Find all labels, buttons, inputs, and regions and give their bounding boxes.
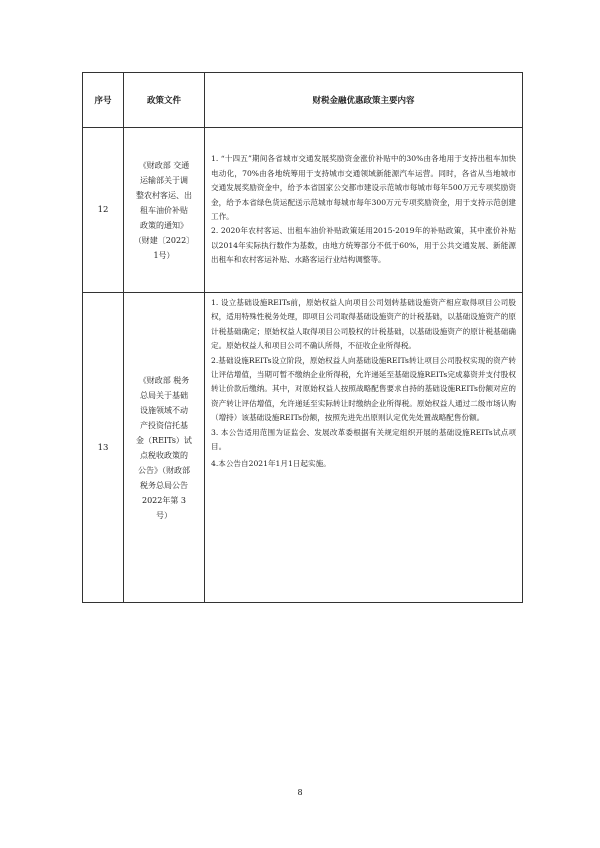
doc-line: 点税收政策的	[140, 450, 188, 460]
content-paragraph: 3. 本公告适用范围为证监会、发展改革委根据有关规定组织开展的基础设施REITs试点项目。	[211, 427, 516, 452]
doc-line: 政策的通知》	[140, 220, 188, 230]
policy-document-cell	[124, 128, 205, 293]
doc-line: 《财政部 税务	[138, 375, 190, 385]
table-row	[83, 128, 523, 293]
doc-line: 2022年第 3	[142, 495, 186, 505]
policy-document-cell	[124, 293, 205, 603]
doc-line: 税务总局公告	[140, 480, 188, 490]
doc-line: 产投资信托基	[140, 420, 188, 430]
content-paragraph: 2.基础设施REITs设立阶段，原始权益人向基础设施REITs转让项目公司股权实现的资产转让评估增值，当期可暂不缴纳企业所得税，允许递延至基础设施REITs完成募资并支付股权转让价款后缴纳。其中，对原始权益人按照战略配售要求自持的基础设施REITs份额对应的资产转让评估增值，允许递延至实际转让时缴纳企业所得税。原始权益人通过二级市场认购（增持）该基础设施REITs份额，按照先进先出原则认定优先处置战略配售份额。	[211, 355, 516, 423]
table-header-row	[83, 73, 523, 128]
header-policy-content: 财税金融优惠政策主要内容	[205, 73, 523, 128]
content-paragraph: 2. 2020年农村客运、出租车油价补贴政策延用2015-2019年的补贴政策，其中涨价补贴以2014年实际执行数作为基数，由地方统筹部分不低于60%，用于公共交通发展、新能源出租车和农村客运补贴、水路客运行业结构调整等。	[211, 226, 516, 265]
policy-table	[82, 72, 523, 603]
policy-content-cell	[205, 128, 523, 293]
doc-line: 金（REITs）试	[136, 435, 192, 445]
doc-line: 号）	[156, 510, 172, 520]
doc-line: 运输部关于调	[140, 175, 188, 185]
content-paragraph: 1. 设立基础设施REITs前，原始权益人向项目公司划转基础设施资产相应取得项目公司股权，适用特殊性税务处理，即项目公司取得基础设施资产的计税基础，以基础设施资产的原计税基础确定；原始权益人取得项目公司股权的计税基础，以基础设施资产的原计税基础确定。原始权益人和项目公司不确认所得，不征收企业所得税。	[211, 298, 516, 351]
doc-line: 整农村客运、出	[136, 190, 192, 200]
doc-line: 1号）	[153, 250, 175, 260]
doc-line: 总局关于基础	[140, 390, 188, 400]
header-policy-document: 政策文件	[124, 73, 205, 128]
doc-line: 《财政部 交通	[138, 160, 190, 170]
row-number: 12	[83, 128, 124, 293]
content-paragraph: 4.本公告自2021年1月1日起实施。	[211, 459, 331, 469]
page-number: 8	[297, 788, 303, 797]
doc-line: 公告》（财政部	[138, 465, 190, 475]
row-number: 13	[83, 293, 124, 603]
policy-content-cell	[205, 293, 523, 603]
header-number: 序号	[83, 73, 124, 128]
doc-line: 租车油价补贴	[140, 205, 188, 215]
doc-line: 设施领域不动	[140, 405, 188, 415]
content-paragraph: 1. “十四五”期间各省城市交通发展奖励资金涨价补贴中的30%由各地用于支持出租车加快电动化，70%由各地统筹用于支持城市交通领域新能源汽车运营。同时，各省从当地城市交通发展奖励资金中，给予本省国家公交都市建设示范城市每城市每年500万元专项奖励资金，给予本省绿色货运配送示范城市每城市每年300万元专项奖励资金，用于支持示范创建工作。	[211, 154, 516, 221]
table-row	[83, 293, 523, 603]
doc-line: （财建〔2022〕	[133, 235, 195, 245]
